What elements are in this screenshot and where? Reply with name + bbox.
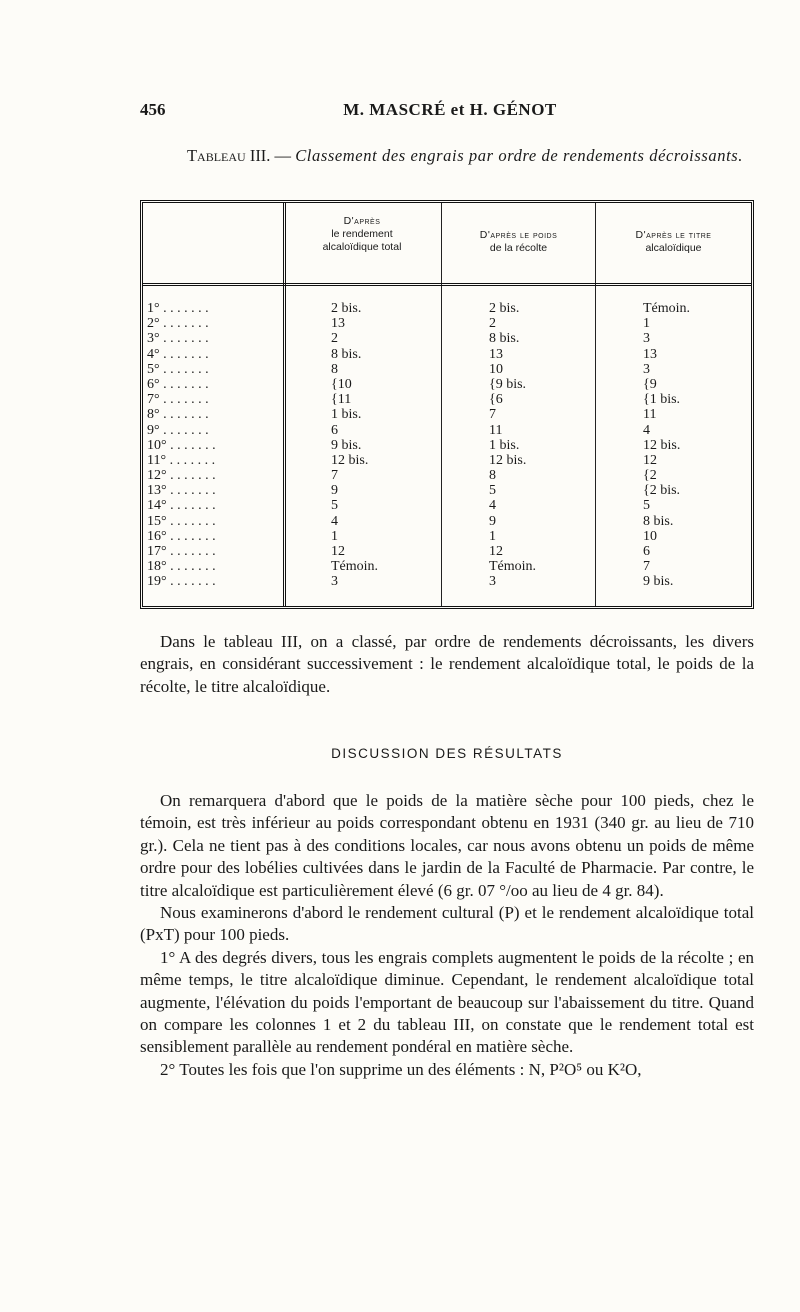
rank-by-total-yield: 2 bis. [331,301,362,316]
column-header-alkaloid-titre: D'après le titre alcaloïdique [635,229,712,254]
rank-by-titre: 12 [643,452,657,468]
rank-by-total-yield: 1 [331,528,338,544]
table-caption [175,145,755,167]
section-title: DISCUSSION DES RÉSULTATS [331,746,563,761]
table-row [143,544,751,559]
table-body [143,301,751,590]
rank-by-titre: Témoin. [643,301,691,316]
table-row [143,438,751,453]
table-row [143,347,751,362]
rank-by-titre: {2 bis. [643,483,681,499]
ranking-table [140,200,754,609]
column-header-harvest-weight: D'après le poids de la récolte [479,229,558,254]
rank-by-total-yield: Témoin. [331,559,379,575]
page-header [140,100,760,124]
rank-by-total-yield: 3 [331,574,338,590]
rank-by-titre: {9 [643,376,657,392]
table-row [143,514,751,529]
rank-cell: 18° . . . . . . . [147,559,216,575]
rank-cell: 5° . . . . . . . [147,361,209,377]
table-row [143,498,751,513]
rank-cell: 15° . . . . . . . [147,513,216,529]
rank-by-harvest-weight: 11 [489,422,503,438]
rank-by-total-yield: 2 [331,331,338,347]
rank-by-harvest-weight: 7 [489,407,496,423]
rank-by-titre: 3 [643,361,650,377]
rank-by-total-yield: 4 [331,513,338,529]
rank-by-harvest-weight: 1 [489,528,496,544]
table-row [143,301,751,316]
caption-title: Classement des engrais par ordre de rendements décroissants. [295,146,744,165]
rank-by-titre: {2 [643,468,657,484]
rank-cell: 19° . . . . . . . [147,574,216,590]
rank-by-harvest-weight: 4 [489,498,496,514]
header-divider [143,283,751,286]
table-row [143,559,751,574]
rank-by-total-yield: 8 bis. [331,346,362,362]
rank-by-harvest-weight: 13 [489,346,503,362]
table-row [143,331,751,346]
rank-by-total-yield: 9 bis. [331,437,362,453]
rank-by-harvest-weight: Témoin. [489,559,537,575]
rank-by-total-yield: 9 [331,483,338,499]
table-row [143,407,751,422]
rank-cell: 4° . . . . . . . [147,346,209,362]
rank-by-titre: 11 [643,407,657,423]
rank-by-total-yield: {11 [331,392,352,408]
rank-by-harvest-weight: {9 bis. [489,376,527,392]
rank-by-total-yield: 12 [331,544,345,559]
rank-by-harvest-weight: {6 [489,392,503,408]
rank-by-titre: 4 [643,422,650,438]
rank-cell: 3° . . . . . . . [147,331,209,347]
rank-by-harvest-weight: 5 [489,483,496,499]
rank-by-titre: {1 bis. [643,392,681,408]
rank-by-total-yield: 13 [331,316,345,332]
table-row [143,574,751,589]
rank-by-harvest-weight: 12 [489,544,503,559]
paragraph: 1° A des degrés divers, tous les engrais complets augmentent le poids de la récolte ; en même temps, le titre alcaloïdique diminue. Cependant, le rendement alcaloïdique total augmente, l'élévation du poids l'emportant de beaucoup sur l'abaissement du titre. Quand on compare les colonnes 1 et 2 du tableau III, on constate que le rendement total est sensiblement parallèle au rendement pondéral en matière sèche. [140,947,754,1057]
rank-by-harvest-weight: 3 [489,574,496,590]
rank-cell: 17° . . . . . . . [147,544,216,559]
rank-cell: 2° . . . . . . . [147,316,209,332]
paragraph: Nous examinerons d'abord le rendement cultural (P) et le rendement alcaloïdique total (PxT) pour 100 pieds. [140,903,754,945]
running-title: M. MASCRÉ et H. GÉNOT [343,100,557,119]
rank-cell: 11° . . . . . . . [147,452,216,468]
rank-cell: 14° . . . . . . . [147,498,216,514]
rank-by-titre: 5 [643,498,650,514]
table-row [143,392,751,407]
rank-by-total-yield: {10 [331,376,352,392]
rank-by-titre: 13 [643,346,657,362]
rank-by-harvest-weight: 2 bis. [489,301,520,316]
rank-by-titre: 12 bis. [643,437,681,453]
rank-by-harvest-weight: 1 bis. [489,437,520,453]
rank-cell: 8° . . . . . . . [147,407,209,423]
table-row [143,529,751,544]
rank-by-titre: 9 bis. [643,574,674,590]
table-row [143,453,751,468]
rank-cell: 16° . . . . . . . [147,528,216,544]
rank-by-titre: 6 [643,544,650,559]
paragraph-intro: Dans le tableau III, on a classé, par ordre de rendements décroissants, les divers engrais, en considérant successivement : le rendement alcaloïdique total, le poids de la récolte, le titre alcaloïdique. [140,632,754,696]
rank-by-total-yield: 12 bis. [331,452,369,468]
rank-by-harvest-weight: 8 bis. [489,331,520,347]
rank-by-titre: 8 bis. [643,513,674,529]
rank-by-titre: 3 [643,331,650,347]
rank-cell: 9° . . . . . . . [147,422,209,438]
rank-by-total-yield: 5 [331,498,338,514]
discussion-text [140,790,754,1081]
table-row [143,316,751,331]
paragraph: On remarquera d'abord que le poids de la matière sèche pour 100 pieds, chez le témoin, est très inférieur au poids correspondant obtenu en 1931 (340 gr. au lieu de 710 gr.). Cela ne tient pas à des conditions locales, car nous avons obtenu un poids de même ordre pour des lobélies cultivées dans le jardin de la Faculté de Pharmacie. Par contre, le titre alcaloïdique est particulièrement élevé (6 gr. 07 °/oo au lieu de 4 gr. 84). [140,791,754,900]
table-row [143,468,751,483]
rank-by-total-yield: 1 bis. [331,407,362,423]
column-header-total-yield: D'après le rendement alcaloïdique total [322,215,402,253]
rank-cell: 6° . . . . . . . [147,376,209,392]
rank-by-harvest-weight: 9 [489,513,496,529]
table-row [143,423,751,438]
rank-cell: 13° . . . . . . . [147,483,216,499]
rank-by-harvest-weight: 12 bis. [489,452,527,468]
rank-by-harvest-weight: 10 [489,361,503,377]
rank-by-titre: 7 [643,559,650,575]
rank-by-harvest-weight: 2 [489,316,496,332]
paragraph: 2° Toutes les fois que l'on supprime un des éléments : N, P²O⁵ ou K²O, [160,1059,642,1079]
rank-cell: 10° . . . . . . . [147,437,216,453]
rank-by-total-yield: 8 [331,361,338,377]
rank-cell: 12° . . . . . . . [147,468,216,484]
rank-by-titre: 10 [643,528,657,544]
rank-by-harvest-weight: 8 [489,468,496,484]
table-row [143,362,751,377]
rank-cell: 7° . . . . . . . [147,392,209,408]
rank-by-total-yield: 7 [331,468,338,484]
table-row [143,377,751,392]
table-row [143,483,751,498]
page-number: 456 [140,100,166,119]
rank-cell: 1° . . . . . . . [147,301,209,316]
rank-by-titre: 1 [643,316,650,332]
rank-by-total-yield: 6 [331,422,338,438]
caption-label: Tableau III. — [186,146,292,165]
